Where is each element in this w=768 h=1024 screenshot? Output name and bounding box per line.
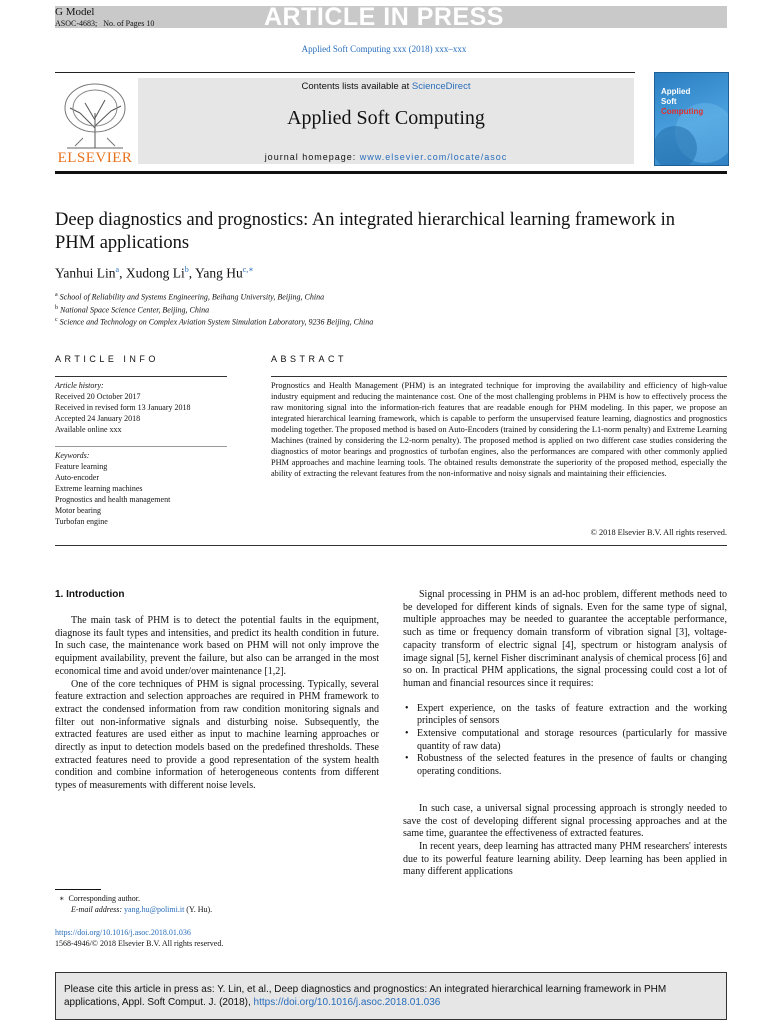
body-column-right bbox=[403, 589, 727, 879]
ref-code: ASOC-4683; bbox=[55, 19, 98, 28]
keyword: Feature learning bbox=[55, 462, 108, 471]
journal-citation-line[interactable]: Applied Soft Computing xxx (2018) xxx–xxx bbox=[301, 44, 467, 54]
article-history bbox=[55, 380, 191, 435]
cover-line-1: Applied bbox=[661, 87, 691, 96]
article-info-heading: ARTICLE INFO bbox=[55, 354, 159, 364]
article-in-press-title: ARTICLE IN PRESS bbox=[264, 3, 504, 31]
keywords bbox=[55, 450, 170, 527]
corresponding-text: Corresponding author. bbox=[68, 894, 140, 903]
cite-text bbox=[64, 983, 720, 1009]
affiliation-text: National Space Science Center, Beijing, China bbox=[60, 305, 210, 315]
article-title: Deep diagnostics and prognostics: An integrated hierarchical learning framework in PHM applications bbox=[55, 210, 676, 253]
journal-cover-thumbnail[interactable] bbox=[654, 72, 729, 166]
history-item: Available online xxx bbox=[55, 425, 122, 434]
keyword: Prognostics and health management bbox=[55, 495, 171, 504]
abstract-text: Prognostics and Health Management (PHM) is an integrated technique for improving the availability and efficiency of high-value industry equipment and reducing the maintenance cost. One of the most challenging problems in PHM is how to effectively process the raw monitoring signal into the information-rich features that are readable enough for PHM modeling. In this paper, we propose an integrated hierarchical learning framework, which is capable to perform the unsupervised feature learning, diagnostics and prognostics modeling together. The proposed method is based on Auto-Encoders (trained by considering the L1-norm penalty) and Extreme Learning Machines (trained by considering the L2-norm penalty). The proposed method is applied on two different case studies considering the diagnostics of motor bearings and prognostics of turbofan engines, also the performances are compared with other commonly applied PHM approaches and machine learning tools. The obtained results demonstrate the superiority of the proposed method, especially the ability of extracting the relevant features from the non-informative and noisy signals and maintaining their efficiencies. bbox=[271, 381, 727, 478]
cover-text bbox=[661, 87, 703, 117]
affiliation bbox=[55, 303, 373, 316]
issn-line: 1568-4946/© 2018 Elsevier B.V. All rights reserved. bbox=[55, 939, 224, 948]
footnote bbox=[55, 893, 212, 915]
homepage-link[interactable]: www.elsevier.com/locate/asoc bbox=[359, 152, 508, 162]
body-column-left bbox=[55, 615, 379, 793]
cover-line-2: Soft bbox=[661, 97, 677, 106]
section-heading: 1. Introduction bbox=[55, 589, 125, 600]
paragraph: One of the core techniques of PHM is signal processing. Typically, several feature extraction and selection approaches are required in PHM framework to extract the condensed information from raw condition monitoring signals and filter out non-informative signals and disturbing noise. Subsequently, the extracted features are used either as input to machine learning approaches or directly as input to detection models based on the predefined thresholds. These extracted features need to provide a good representation of the system health condition and combine information of heterogeneous contents from different types of measurements with different noise levels. bbox=[55, 678, 379, 792]
keywords-label: Keywords: bbox=[55, 451, 90, 460]
publisher-name: ELSEVIER bbox=[57, 150, 133, 166]
sciencedirect-link[interactable]: ScienceDirect bbox=[411, 81, 471, 92]
keyword: Auto-encoder bbox=[55, 473, 99, 482]
author-sup[interactable]: a bbox=[115, 265, 120, 274]
affiliation-sup: a bbox=[55, 292, 58, 298]
paragraph: In such case, a universal signal processing approach is strongly needed to save the cost of developing different signal processing approaches and at the same time, guarantee the effectiveness of extracted features. bbox=[403, 802, 727, 840]
author-sup[interactable]: b bbox=[184, 265, 189, 274]
affiliation-text: School of Reliability and Systems Engineering, Beihang University, Beijing, China bbox=[59, 292, 325, 302]
page-count: No. of Pages 10 bbox=[103, 19, 155, 28]
list-item: • Expert experience, on the tasks of feature extraction and the working principles of sensors bbox=[417, 703, 727, 728]
email-suffix: (Y. Hu). bbox=[184, 905, 213, 914]
author-name[interactable]: Yang Hu bbox=[194, 265, 243, 281]
keyword: Extreme learning machines bbox=[55, 484, 143, 493]
affiliations bbox=[55, 290, 373, 328]
journal-homepage bbox=[138, 152, 634, 162]
masthead-bottom-rule bbox=[55, 171, 727, 174]
cite-body: Please cite this article in press as: Y. Lin, et al., Deep diagnostics and prognostics: An integrated hierarchical learning framework in PHM applications, Appl. Soft Comput. J. (2018), bbox=[64, 984, 667, 1008]
abstract-heading: ABSTRACT bbox=[271, 354, 348, 364]
footnote-star: ∗ bbox=[59, 894, 65, 903]
affiliation bbox=[55, 315, 373, 328]
requirements-list bbox=[403, 703, 727, 779]
paragraph: In recent years, deep learning has attracted many PHM researchers' interests due to its powerful feature learning ability. Deep learning has been applied in many different applications bbox=[403, 840, 727, 878]
list-item: • Extensive computational and storage resources (particularly for massive quantity of raw data) bbox=[417, 728, 727, 753]
keyword: Turbofan engine bbox=[55, 517, 108, 526]
affiliation-sup: c bbox=[55, 317, 58, 324]
keywords-rule bbox=[55, 446, 227, 447]
author-list: Yanhui Lin$^a$, Xudong Li$^b$, Yang $Hu^{c,∗}$ bbox=[55, 265, 254, 281]
keyword: Motor bearing bbox=[55, 506, 101, 515]
journal-title: Applied Soft Computing bbox=[287, 107, 485, 129]
email-note bbox=[55, 904, 212, 915]
abstract-rule bbox=[271, 376, 727, 377]
author-sup[interactable]: c,∗ bbox=[242, 265, 254, 274]
abstract-bottom-rule bbox=[55, 545, 727, 546]
author-name[interactable]: Yanhui Lin bbox=[55, 265, 116, 281]
affiliation-text: Science and Technology on Complex Aviation System Simulation Laboratory, 9236 Beijing, China bbox=[59, 317, 374, 327]
history-item: Accepted 24 January 2018 bbox=[55, 414, 141, 423]
affiliation bbox=[55, 290, 373, 303]
elsevier-logo[interactable] bbox=[55, 78, 135, 166]
corresponding-note bbox=[55, 893, 212, 904]
gmodel-text: G Model bbox=[55, 6, 95, 18]
footnote-rule bbox=[55, 889, 101, 890]
affiliation-sup: b bbox=[55, 304, 58, 311]
list-item: • Robustness of the selected features in the presence of faults or changing operating conditions. bbox=[417, 753, 727, 778]
history-label: Article history: bbox=[55, 381, 104, 390]
paragraph: The main task of PHM is to detect the potential faults in the equipment, diagnose its fault types and intensities, and predict its health condition in future. In such case, the maintenance work based on PHM will not only improve the equipment availability, prevent the failure, but also can be arranged in the most economical time and avoid under/over maintenance [1,2]. bbox=[55, 615, 379, 677]
paragraph: Signal processing in PHM is an ad-hoc problem, different methods need to be developed for different kinds of signals. Even for the same type of signal, multiple approaches may be needed to guarantee the acceptable performance, such as time or frequency domain transform of vibration signal [3], voltage-capacity transform of electric signal [4], spectrum or histogram analysis of image signal [5], kernel Fisher discriminant analysis of chemical process [6] and so on. In practical PHM applications, the signal processing could cost a lot of human and financial resources since it requires: bbox=[403, 589, 727, 689]
homepage-prefix: journal homepage: bbox=[264, 152, 360, 162]
article-info-rule bbox=[55, 376, 227, 377]
email-label: E-mail address: bbox=[71, 905, 123, 914]
doi-block bbox=[55, 927, 223, 949]
contents-prefix: Contents lists available at bbox=[301, 81, 412, 92]
masthead-top-rule bbox=[55, 72, 635, 73]
cover-line-3: Computing bbox=[661, 107, 704, 116]
cite-doi-link[interactable]: https://doi.org/10.1016/j.asoc.2018.01.036 bbox=[253, 997, 441, 1008]
contents-line bbox=[138, 81, 634, 92]
email-link[interactable]: yang.hu@polimi.it bbox=[124, 905, 185, 914]
author-name[interactable]: Xudong Li bbox=[125, 265, 185, 281]
history-item: Received in revised form 13 January 2018 bbox=[55, 403, 191, 412]
doi-link[interactable]: https://doi.org/10.1016/j.asoc.2018.01.036 bbox=[55, 928, 191, 937]
history-item: Received 20 October 2017 bbox=[55, 392, 141, 401]
copyright: © 2018 Elsevier B.V. All rights reserved. bbox=[590, 528, 727, 537]
